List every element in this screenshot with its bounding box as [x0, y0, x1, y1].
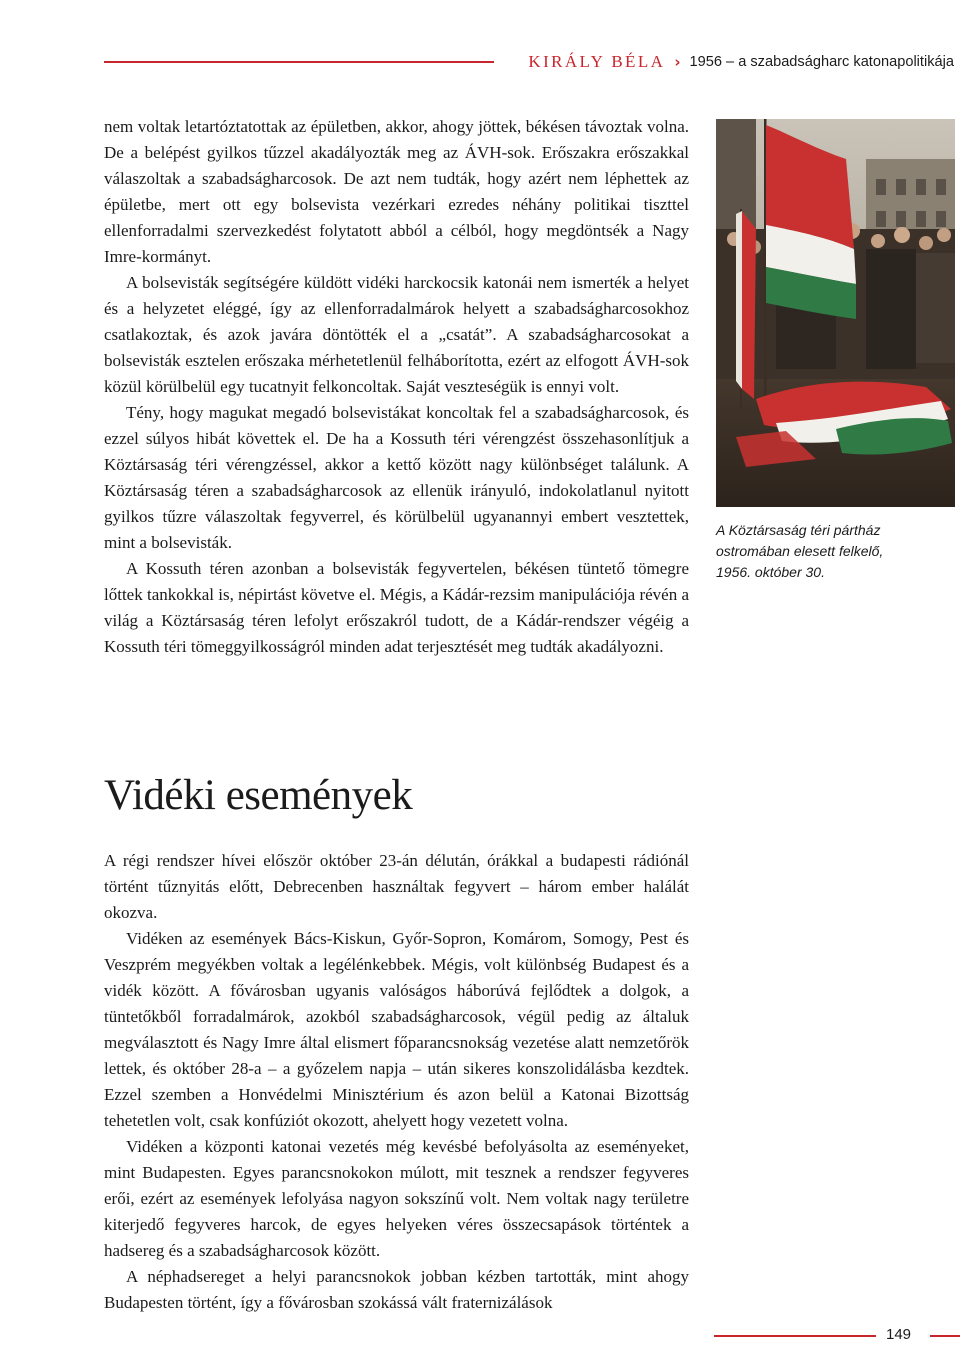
header-author: KIRÁLY BÉLA — [528, 52, 666, 71]
paragraph: A néphadsereget a helyi parancsnokok jobban kézben tartották, mint ahogy Budapesten történt, így a fővárosban szokássá vált fraternizálások — [104, 1267, 689, 1312]
footer-rule — [714, 1335, 876, 1337]
paragraph: Tény, hogy magukat megadó bolsevistákat koncoltak fel a szabadságharcosok, és ezzel súlyos hibát követtek el. De ha a Kossuth téri vérengzést összehasonlítjuk a Köztársaság téri vérengzéssel, akkor a kettő között nagy különbséget találunk. A Köztársaság téren a szabadságharcosok az ellenük irányuló, indokolatlanul nyitott gyilkos tűzre válaszoltak fegyverrel, és körülbelül ugyanannyi embert vesztettek, mint a bolsevisták. — [104, 403, 689, 552]
caption-line: A Köztársaság téri pártház — [716, 522, 881, 538]
header-rule — [104, 61, 494, 63]
text-block-bottom — [104, 848, 689, 1348]
header-book-title: 1956 – a szabadságharc katonapolitikája — [689, 54, 954, 70]
running-header — [528, 50, 954, 74]
paragraph: Vidéken a központi katonai vezetés még kevésbé befolyásolta az eseményeket, mint Budapesten. Egyes parancsnokokon múlott, mit tesznek a rendszer fegyveres erői, ezért az események lefolyása nagyon sokszínű volt. Nem voltak nagy területre kiterjedő fegyveres harcok, de egyes helyeken véres összecsapások történtek a hadsereg és a szabadságharcosok között. — [104, 1137, 689, 1260]
chevron-right-icon: › — [674, 53, 681, 71]
page-number: 149 — [886, 1326, 912, 1343]
paragraph: A régi rendszer hívei először október 23-án délután, órákkal a budapesti rádiónál történt tűznyitás előtt, Debrecenben használtak fegyvert – három ember halálát okozva. — [104, 851, 689, 922]
photo-caption — [716, 520, 946, 583]
text-block-top — [104, 114, 689, 660]
photo-flags-crowd — [716, 119, 955, 507]
paragraph: nem voltak letartóztatottak az épületben, akkor, ahogy jöttek, békésen távoztak volna. De a belépést gyilkos tűzzel akadályozták meg az ÁVH-sok. Erőszakra erőszakkal válaszoltak a szabadságharcosok. De azt nem tudták, hogy azért nem léphettek az épületbe, mert ott egy bolsevista vezérkari ezredes néhány politikai tiszttel ellenforradalmi szervezkedést folytatott abból a célból, hogy megdöntsék a Nagy Imre-kormányt. — [104, 117, 689, 266]
footer-rule-right — [930, 1335, 960, 1337]
caption-line: ostromában elesett felkelő, — [716, 543, 884, 559]
paragraph: Vidéken az események Bács-Kiskun, Győr-Sopron, Komárom, Somogy, Pest és Veszprém megyékben voltak a legélénkebbek. Mégis, volt különbség Budapest és a vidék között. A fővárosban ugyanis valóságos háborúvá fejlődtek a dolgok, a tüntetőkből forradalmárok, azokból szabadságharcosok, végül pedig az általuk megválasztott és Nagy Imre által elismert főparancsnokság vezetése alatt nemzetőrök lettek, és október 28-a – a győzelem napja – után sikeres konszolidálásba kezdtek. Ezzel szemben a Honvédelmi Minisztérium és azon belül a Katonai Bizottság tehetetlen volt, csak konfúziót okozott, ahelyett hogy vezetett volna. — [104, 929, 689, 1130]
caption-line: 1956. október 30. — [716, 564, 825, 580]
paragraph: A bolsevisták segítségére küldött vidéki harckocsik katonái nem ismerték a helyet és a helyzetet eléggé, így az ellenforradalmárok helyett a szabadságharcosokhoz csatlakoztak, és azok javára döntötték el a „csatát”. A szabadságharcosokat a bolsevisták esztelen erőszaka mérhetetlenül felháborította, ezért az elfogott ÁVH-sok közül körülbelül egy tucatnyit felkoncoltak. Saját veszteségük is ennyi volt. — [104, 273, 689, 396]
section-heading: Vidéki események — [104, 772, 413, 819]
paragraph: A Kossuth téren azonban a bolsevisták fegyvertelen, békésen tüntető tömegre lőttek tankokkal is, népirtást követve el. Mégis, a Kádár-rezsim manipulációja révén a világ a Köztársaság téren lefolyt erőszakról tudott, de a Kádár-rendszer végéig a Kossuth téri tömeggyilkosságról minden adat terjesztését meg tudták akadályozni. — [104, 559, 690, 656]
